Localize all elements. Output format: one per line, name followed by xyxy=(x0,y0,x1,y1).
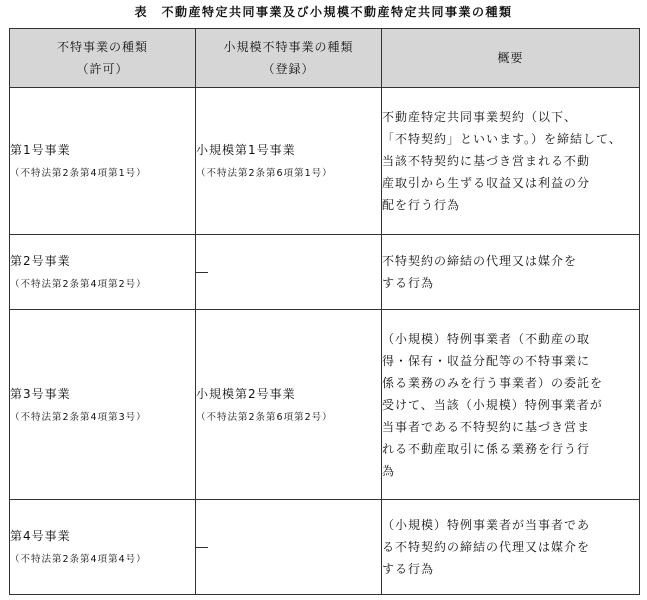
law-reference: （不特法第2条第6項第2号） xyxy=(196,411,333,423)
overview-cell xyxy=(382,310,640,500)
law-reference: （不特法第2条第4項第3号） xyxy=(10,411,147,423)
overview-line: 産取引から生ずる収益又は利益の分 xyxy=(382,176,591,190)
business-name: 第3号事業 xyxy=(10,386,71,401)
overview-line: 当該不特契約に基づき営まれる不動 xyxy=(382,154,591,168)
overview-line: （小規模）特例事業者（不動産の取 xyxy=(382,331,591,346)
small-business-type-cell xyxy=(196,88,382,235)
business-type-cell xyxy=(10,88,196,235)
overview-line: 受けて、当該（小規模）特例事業者が xyxy=(382,397,603,412)
law-reference: （不特法第2条第4項第1号） xyxy=(10,168,147,179)
law-reference: （不特法第2条第4項第2号） xyxy=(10,279,147,290)
table-row xyxy=(10,235,640,310)
small-business-type-cell xyxy=(196,310,382,500)
table-row xyxy=(10,88,640,235)
overview-line: 不動産特定共同事業契約（以下、 xyxy=(382,110,578,124)
business-type-cell xyxy=(10,235,196,310)
law-reference: （不特法第2条第4項第4号） xyxy=(10,554,147,565)
overview-line: 「不特契約」といいます。）を締結して、 xyxy=(382,132,622,146)
overview-line: 為 xyxy=(382,463,396,478)
table-title: 表 不動産特定共同事業及び小規模不動産特定共同事業の種類 xyxy=(134,5,513,19)
law-reference: （不特法第2条第6項第1号） xyxy=(196,168,333,179)
header-small-business-type: 小規模不特事業の種類 （登録） xyxy=(196,29,382,88)
table-row xyxy=(10,310,640,500)
overview-line: 当事者である不特契約に基づき営ま xyxy=(382,419,591,434)
small-business-type-cell xyxy=(196,235,382,310)
header-row xyxy=(10,29,640,88)
business-name: 第1号事業 xyxy=(10,143,71,157)
business-name: 第2号事業 xyxy=(10,254,71,268)
overview-line: 不特契約の締結の代理又は媒介を xyxy=(382,254,578,268)
business-type-cell xyxy=(10,500,196,595)
overview-line: 得・保有・収益分配等の不特事業に xyxy=(382,353,591,368)
small-business-name: 小規模第1号事業 xyxy=(196,143,296,157)
table-row xyxy=(10,500,640,595)
none-dash: ― xyxy=(196,265,208,279)
overview-cell xyxy=(382,500,640,595)
overview-line: （小規模）特例事業者が当事者であ xyxy=(382,518,591,532)
business-name: 第4号事業 xyxy=(10,529,71,543)
overview-line: る不特契約の締結の代理又は媒介を xyxy=(382,540,591,554)
overview-line: 配を行う行為 xyxy=(382,198,461,212)
business-type-cell xyxy=(10,310,196,500)
overview-line: れる不動産取引に係る業務を行う行 xyxy=(382,441,591,456)
small-business-type-cell xyxy=(196,500,382,595)
overview-line: 係る業務のみを行う事業者）の委託を xyxy=(382,375,604,390)
overview-line: する行為 xyxy=(382,276,435,290)
business-types-table xyxy=(9,28,640,595)
header-overview: 概要 xyxy=(382,29,640,88)
none-dash: ― xyxy=(196,540,208,554)
overview-line: する行為 xyxy=(382,562,435,576)
overview-cell xyxy=(382,235,640,310)
header-business-type: 不特事業の種類 （許可） xyxy=(10,29,196,88)
overview-cell xyxy=(382,88,640,235)
small-business-name: 小規模第2号事業 xyxy=(196,386,296,401)
